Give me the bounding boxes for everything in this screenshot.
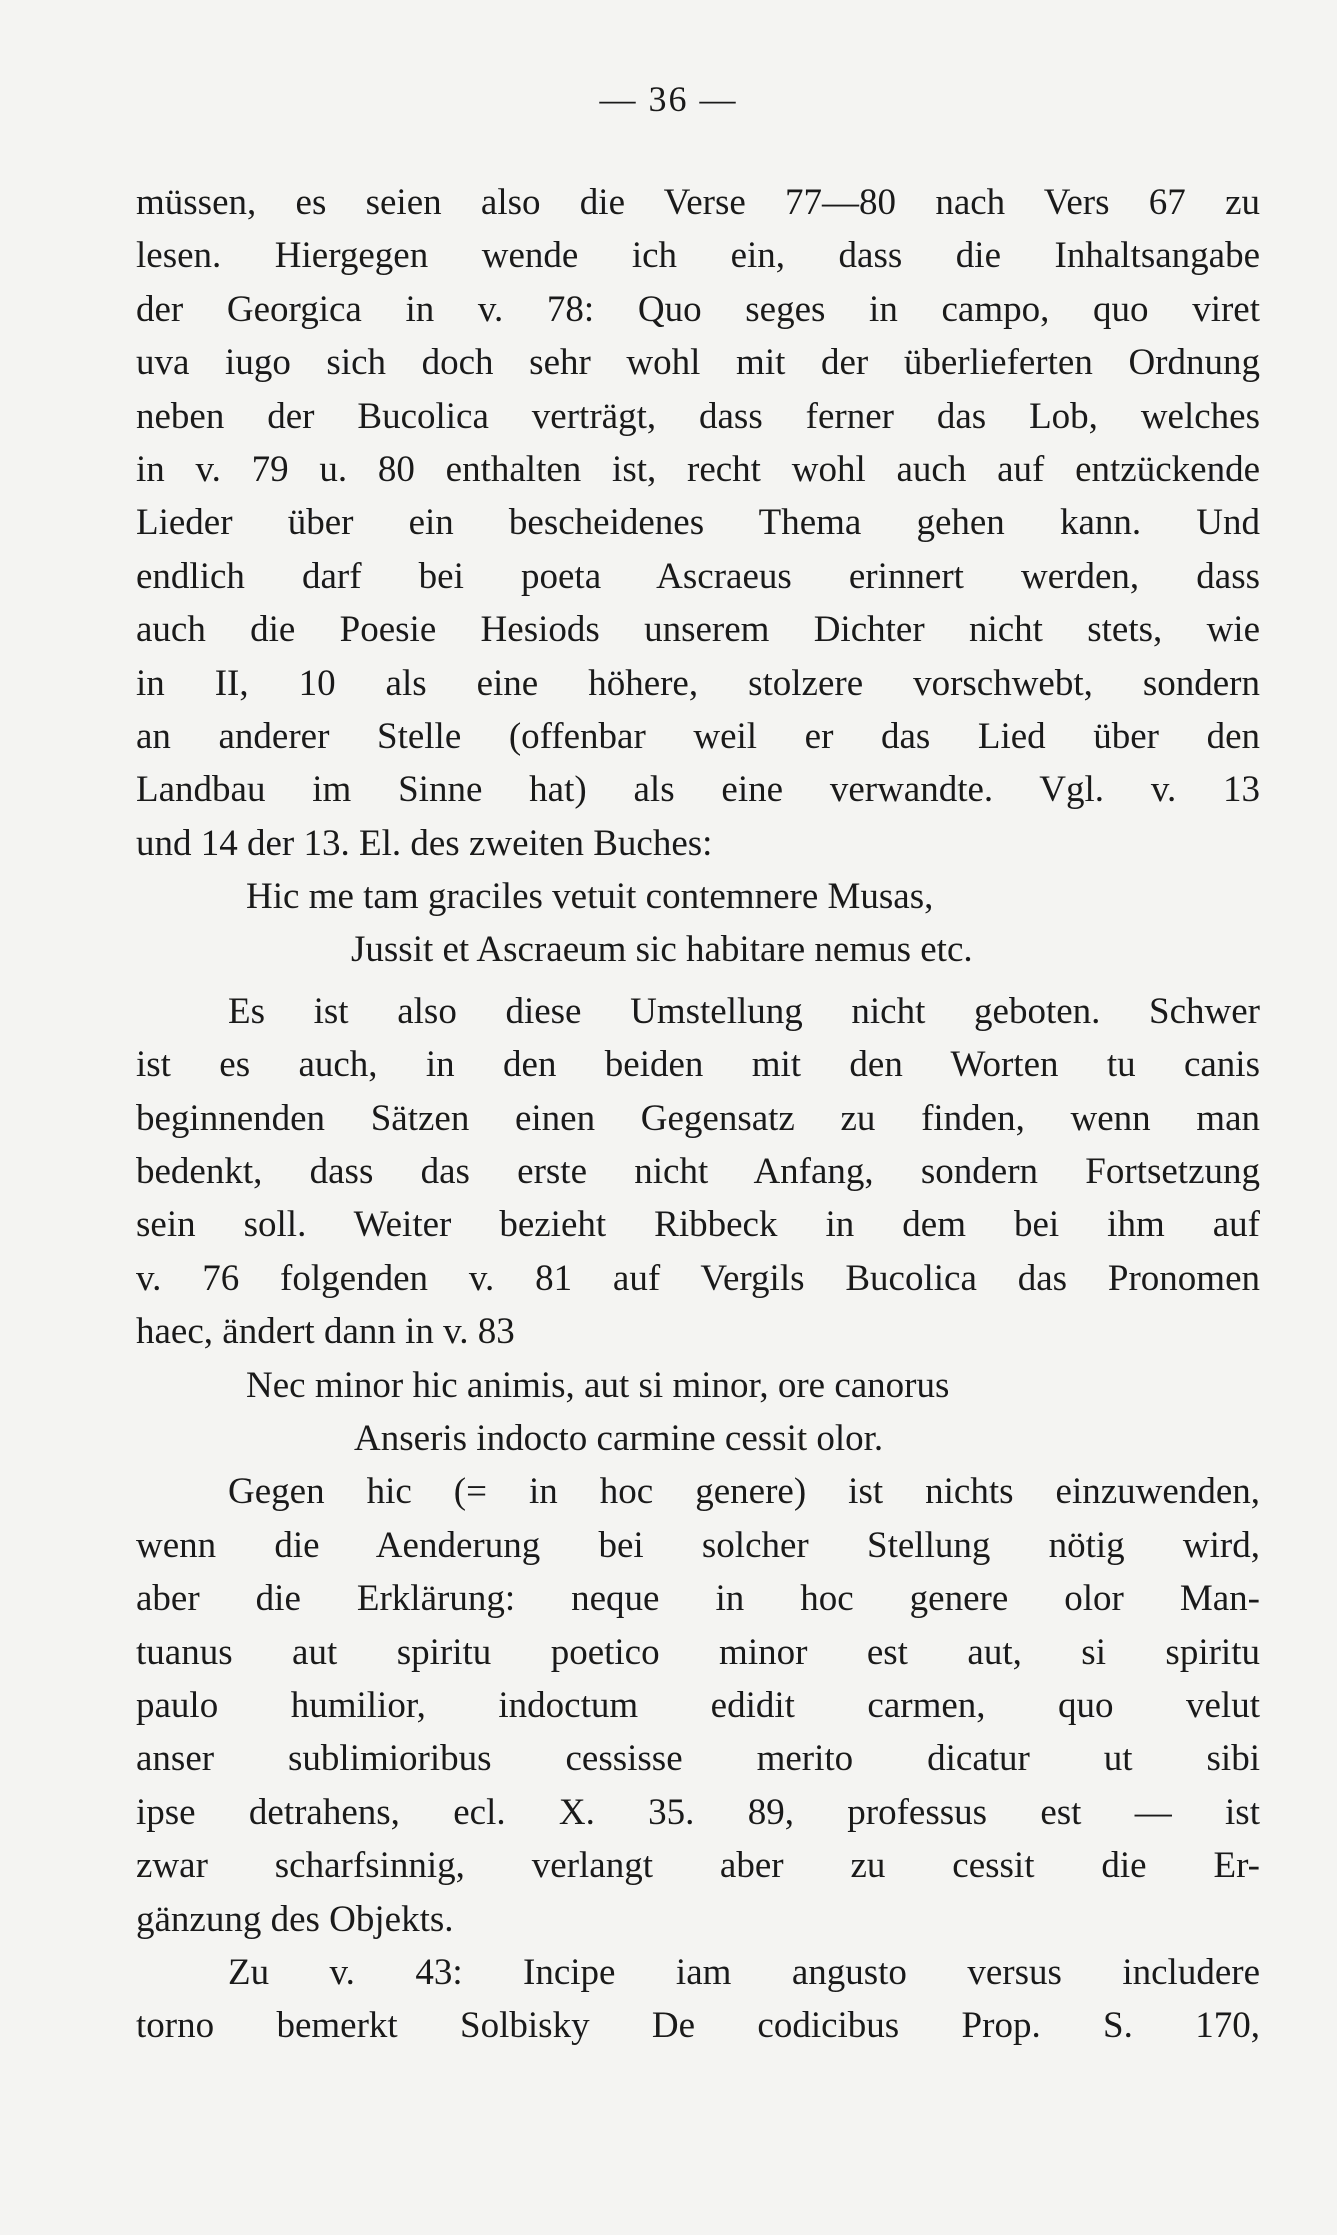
quote-line: Anseris indocto carmine cessit olor. xyxy=(354,1417,884,1459)
quote-line: Jussit et Ascraeum sic habitare nemus etc. xyxy=(351,929,973,971)
text-line: ist es auch, in den beiden mit den Worten tu canis xyxy=(136,1044,1260,1086)
page-number: — 36 — xyxy=(599,79,738,119)
text-line: in v. 79 u. 80 enthalten ist, recht wohl auch auf entzückende xyxy=(136,448,1260,490)
text-line: lesen. Hiergegen wende ich ein, dass die Inhaltsangabe xyxy=(136,235,1260,277)
text-line: uva iugo sich doch sehr wohl mit der überlieferten Ordnung xyxy=(136,342,1260,384)
text-line: neben der Bucolica verträgt, dass ferner das Lob, welches xyxy=(136,395,1260,437)
quote-line: Nec minor hic animis, aut si minor, ore canorus xyxy=(246,1364,950,1406)
text-line: an anderer Stelle (offenbar weil er das Lied über den xyxy=(136,715,1260,757)
text-line: gänzung des Objekts. xyxy=(136,1898,454,1940)
text-line: und 14 der 13. El. des zweiten Buches: xyxy=(136,822,713,864)
text-line: torno bemerkt Solbisky De codicibus Prop. S. 170, xyxy=(136,2005,1260,2047)
text-line: tuanus aut spiritu poetico minor est aut, si spiritu xyxy=(136,1631,1260,1673)
text-line: bedenkt, dass das erste nicht Anfang, sondern Fortsetzung xyxy=(136,1151,1260,1193)
text-line: anser sublimioribus cessisse merito dicatur ut sibi xyxy=(136,1738,1260,1780)
text-line: Landbau im Sinne hat) als eine verwandte. Vgl. v. 13 xyxy=(136,769,1260,811)
text-line: der Georgica in v. 78: Quo seges in campo, quo viret xyxy=(136,288,1260,330)
text-line: zwar scharfsinnig, verlangt aber zu cessit die Er- xyxy=(136,1845,1260,1887)
text-line: ipse detrahens, ecl. X. 35. 89, professus est — ist xyxy=(136,1791,1260,1833)
text-line: müssen, es seien also die Verse 77—80 nach Vers 67 zu xyxy=(136,182,1260,223)
text-line: endlich darf bei poeta Ascraeus erinnert werden, dass xyxy=(136,555,1260,597)
text-line: v. 76 folgenden v. 81 auf Vergils Bucolica das Pronomen xyxy=(136,1257,1260,1299)
text-line: Zu v. 43: Incipe iam angusto versus includere xyxy=(228,1951,1260,1993)
text-line: paulo humilior, indoctum edidit carmen, quo velut xyxy=(136,1684,1260,1726)
quote-line: Hic me tam graciles vetuit contemnere Musas, xyxy=(246,876,934,918)
text-line: Es ist also diese Umstellung nicht geboten. Schwer xyxy=(228,990,1260,1032)
text-line: haec, ändert dann in v. 83 xyxy=(136,1311,515,1353)
text-line: beginnenden Sätzen einen Gegensatz zu finden, wenn man xyxy=(136,1097,1260,1139)
text-line: aber die Erklärung: neque in hoc genere olor Man- xyxy=(136,1578,1260,1620)
text-line: auch die Poesie Hesiods unserem Dichter nicht stets, wie xyxy=(136,609,1260,651)
text-line: Gegen hic (= in hoc genere) ist nichts einzuwenden, xyxy=(228,1471,1260,1513)
text-line: sein soll. Weiter bezieht Ribbeck in dem bei ihm auf xyxy=(136,1204,1260,1246)
text-line: wenn die Aenderung bei solcher Stellung nötig wird, xyxy=(136,1524,1260,1566)
text-line: in II, 10 als eine höhere, stolzere vorschwebt, sondern xyxy=(136,662,1260,704)
text-line: Lieder über ein bescheidenes Thema gehen kann. Und xyxy=(136,502,1260,544)
body-text xyxy=(136,176,1260,2053)
